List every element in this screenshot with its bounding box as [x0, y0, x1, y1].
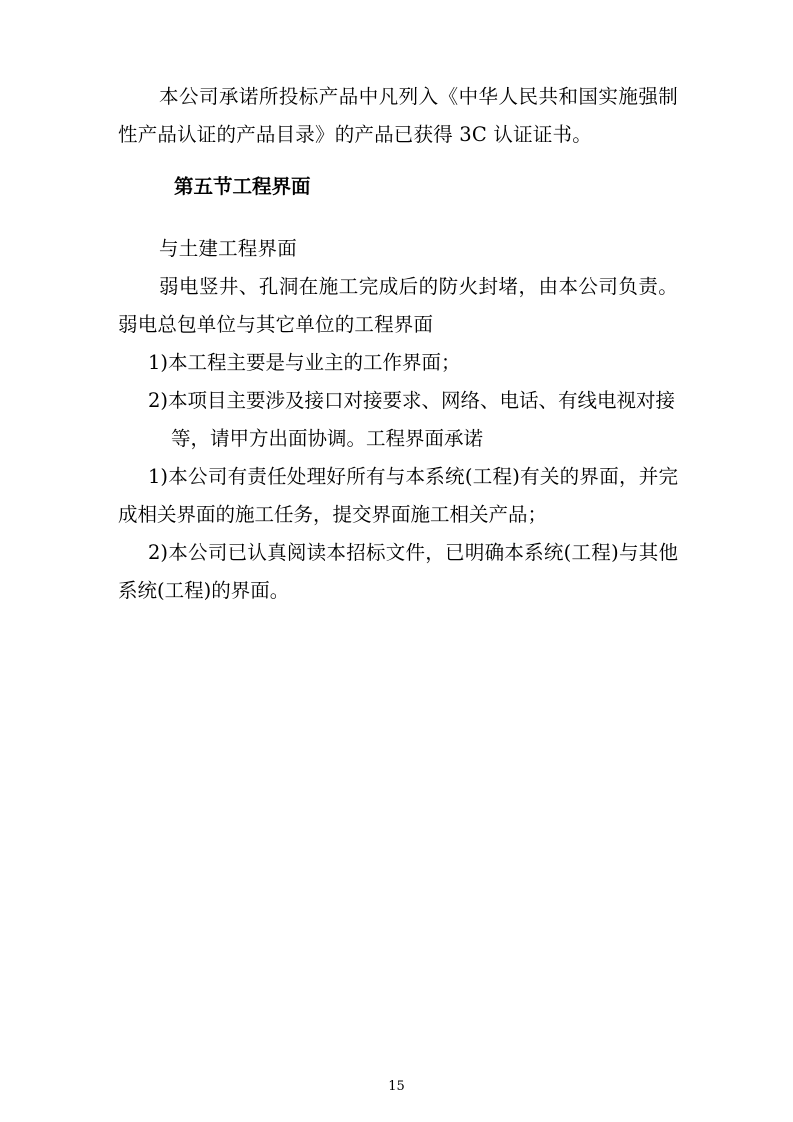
- section-heading-engineering-interface: 第五节工程界面: [174, 175, 311, 198]
- spacer: [118, 206, 678, 230]
- paragraph-3c-certification: 本公司承诺所投标产品中凡列入《中华人民共和国实施强制性产品认证的产品目录》的产品已获得 3C 认证证书。: [118, 85, 678, 146]
- spacer: [118, 154, 678, 168]
- list-item: 1)本公司有责任处理好所有与本系统(工程)有关的界面，并完成相关界面的施工任务，提交界面施工相关产品；: [118, 465, 678, 526]
- list-item-continuation: 等，请甲方出面协调。工程界面承诺: [171, 427, 484, 450]
- paragraph-civil-interface: 与土建工程界面: [159, 237, 297, 260]
- document-body: [118, 78, 678, 610]
- list-item: 2)本项目主要涉及接口对接要求、网络、电话、有线电视对接: [148, 389, 676, 412]
- list-item: 1)本工程主要是与业主的工作界面；: [148, 351, 461, 374]
- paragraph-fire-sealing: 弱电竖井、孔洞在施工完成后的防火封堵，由本公司负责。弱电总包单位与其它单位的工程界面: [118, 275, 678, 336]
- list-item: 2)本公司已认真阅读本招标文件，已明确本系统(工程)与其他系统(工程)的界面。: [118, 541, 678, 602]
- page-number: 15: [388, 1079, 405, 1094]
